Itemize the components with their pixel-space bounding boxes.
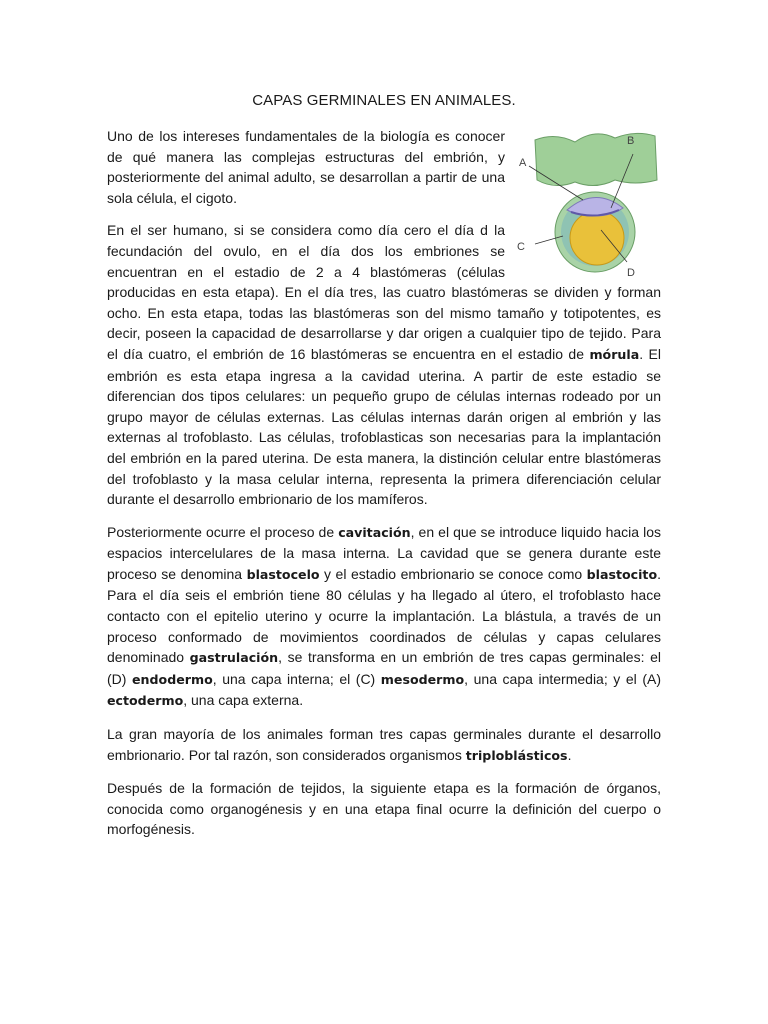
term-ectodermo: ectodermo <box>107 693 184 709</box>
p4-text-2: . <box>567 746 572 763</box>
label-d: D <box>627 267 635 278</box>
p2-text-1: En el ser humano, si se considera como día cero el día d la fecundación del ovulo, en el día dos los embriones se encuentran en el estadio de 2 a 4 blastómeras (células producidas en esta etapa). En el día tres, las cuatro blastómeras se dividen y forman ocho. En esta etapa, todas las blastómeras son del mismo tamaño y totipotentes, es decir, poseen la capacidad de desarrollarse y dar origen a cualquier tipo de tejido. Para el día cuatro, el embrión de 16 blastómeras se encuentra en el estadio de <box>107 222 661 362</box>
label-c: C <box>517 241 525 253</box>
document-title: CAPAS GERMINALES EN ANIMALES. <box>252 92 516 109</box>
p3-text-5: , se transforma en un embrión de tres capas germinales: el (D) <box>107 649 661 687</box>
p3-text-3: y el estadio embrionario se conoce como <box>319 565 587 582</box>
p3-text-4: . Para el día seis el embrión tiene 80 células y ha llegado al útero, el trofoblasto hace contacto con el epitelio uterino y ocurre la implantación. La blástula, a través de un proceso conformado de movimientos coordinados de células y capas celulares denominado <box>107 565 661 666</box>
document-body <box>107 126 661 852</box>
endoderm-yolk <box>570 211 624 265</box>
embryo-germ-layers-figure <box>515 120 665 278</box>
p4-text-1: La gran mayoría de los animales forman tres capas germinales durante el desarrollo embrionario. Por tal razón, son considerados organismos <box>107 726 661 763</box>
term-cavitacion: cavitación <box>338 524 411 540</box>
term-mesodermo: mesodermo <box>380 671 465 687</box>
term-triploblasticos: triploblásticos <box>465 747 568 763</box>
term-blastocito: blastocito <box>586 566 658 582</box>
embryo-diagram <box>515 120 665 278</box>
label-a: A <box>519 157 527 169</box>
p3-text-7: , una capa intermedia; y el (A) <box>464 670 661 687</box>
p2-text-2: . El embrión es esta etapa ingresa a la cavidad uterina. A partir de este estadio se diferencian dos tipos celulares: un pequeño grupo de células internas rodeado por un grupo mayor de células externas. Las células internas darán origen al embrión y las externas al trofoblasto. Las células, trofoblasticas son necesarias para la implantación del embrión en la pared uterina. De esta manera, la distinción celular entre blastómeras del trofoblasto y la masa celular interna, representa la primera diferenciación celular durante el desarrollo embrionario de los mamíferos. <box>107 345 661 508</box>
paragraph-3 <box>107 522 661 712</box>
term-blastocelo: blastocelo <box>246 566 320 582</box>
paragraph-5: Después de la formación de tejidos, la siguiente etapa es la formación de órganos, conocida como organogénesis y en una etapa final ocurre la definición del cuerpo o morfogénesis. <box>107 780 661 838</box>
p3-text-8: , una capa externa. <box>183 692 304 709</box>
term-morula: mórula <box>589 346 640 362</box>
label-b: B <box>627 135 635 147</box>
p3-text-6: , una capa interna; el (C) <box>212 670 381 687</box>
paragraph-1: Uno de los intereses fundamentales de la biología es conocer de qué manera las complejas estructuras del embrión, y posteriormente del animal adulto, se desarrollan a partir de una sola célula, el cigoto. <box>107 128 505 206</box>
term-gastrulacion: gastrulación <box>189 650 279 666</box>
p3-text-1: Posteriormente ocurre el proceso de <box>107 523 339 540</box>
p3-text-2: , en el que se introduce liquido hacia los espacios intercelulares de la masa interna. La cavidad que se genera durante este proceso se denomina <box>107 523 661 582</box>
term-endodermo: endodermo <box>132 671 213 687</box>
paragraph-4 <box>107 724 661 766</box>
uterine-tissue <box>535 133 657 185</box>
